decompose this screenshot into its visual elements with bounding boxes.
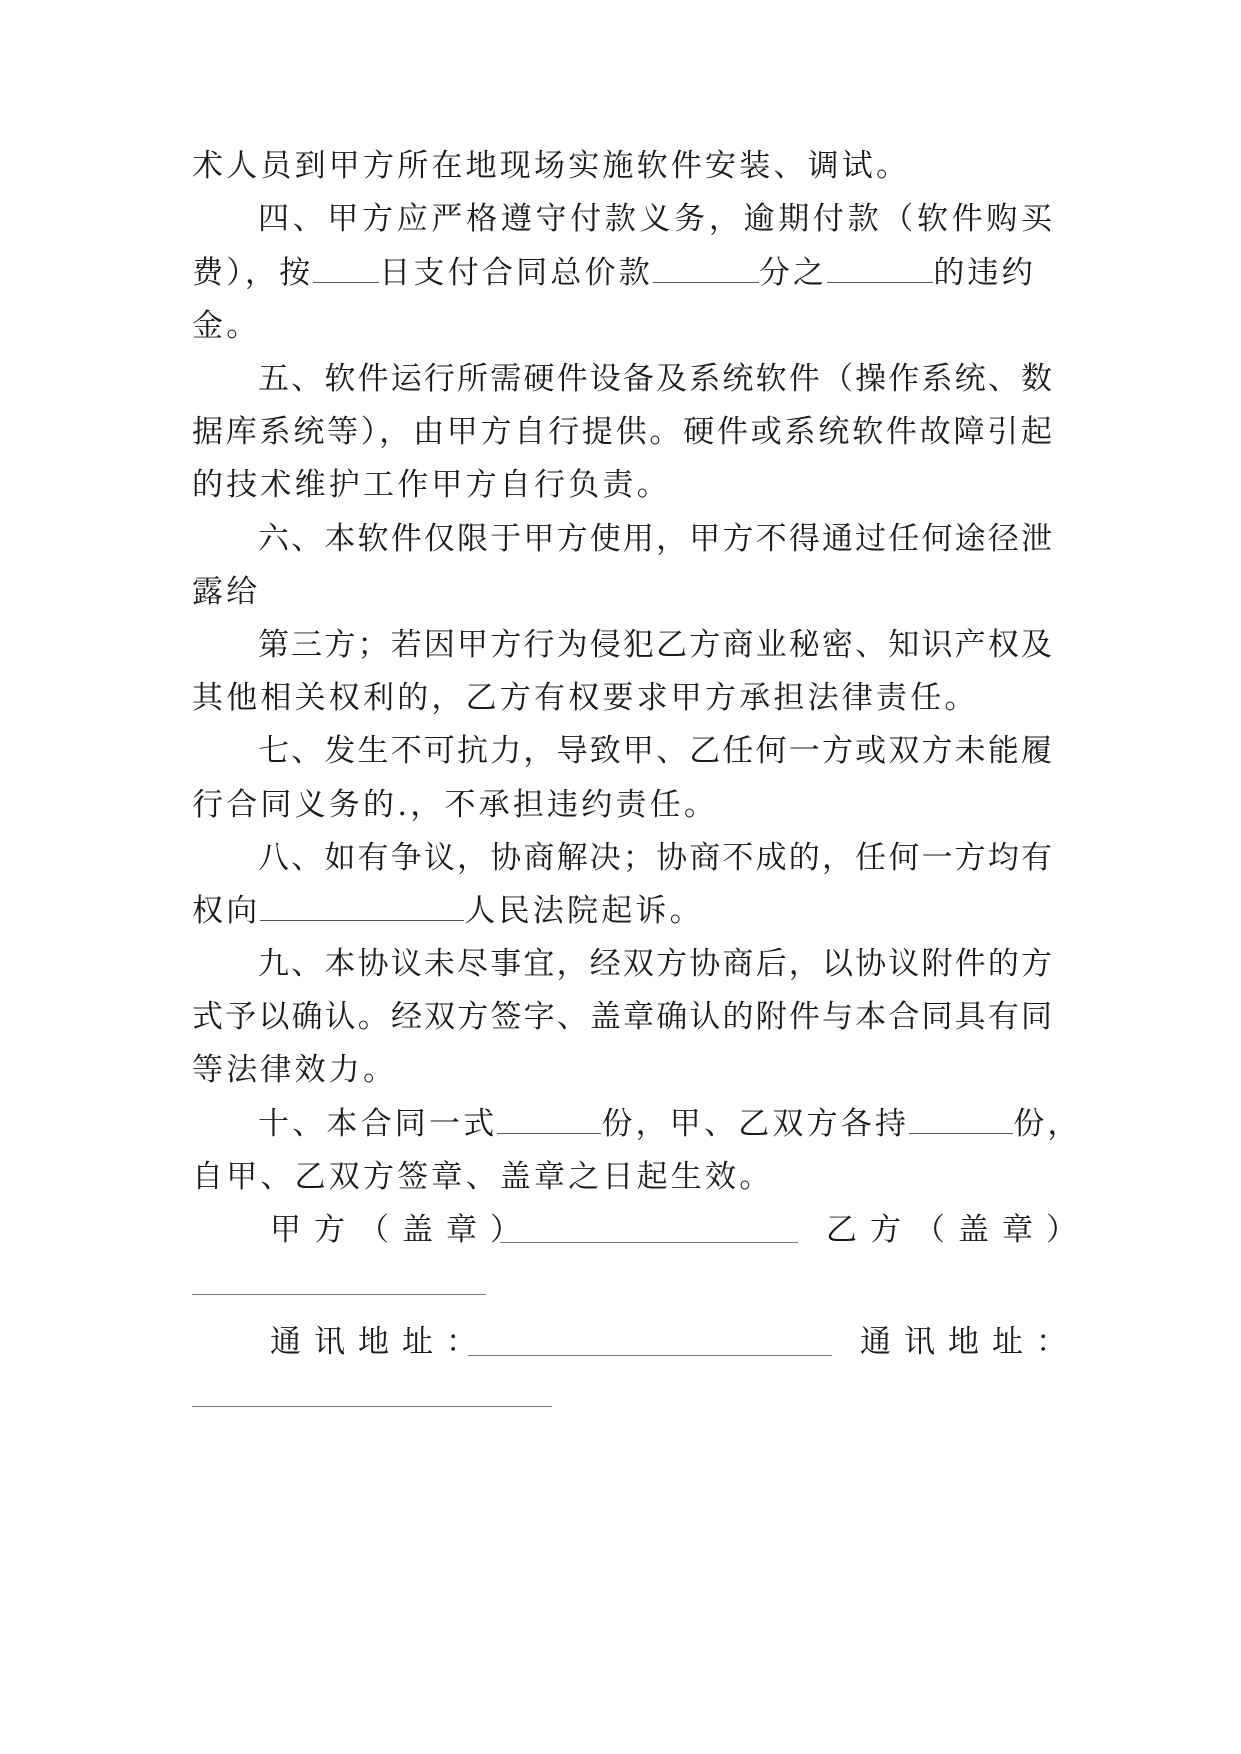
blank-court xyxy=(260,892,464,921)
clause-8-line-2 xyxy=(192,891,1052,931)
paragraph-line: 据库系统等），由甲方自行提供。硬件或系统软件故障引起 xyxy=(192,414,1052,450)
clause-5-heading-line: 五、软件运行所需硬件设备及系统软件（操作系统、数 xyxy=(258,361,1052,397)
paragraph-line: 的技术维护工作甲方自行负责。 xyxy=(192,467,671,503)
party-a-address-line xyxy=(468,1355,832,1356)
party-b-signature-line xyxy=(192,1294,486,1295)
clause-7-heading-line: 七、发生不可抗力，导致甲、乙任何一方或双方未能履 xyxy=(258,733,1052,769)
party-a-seal-label: 甲方（盖章） xyxy=(270,1212,534,1248)
paragraph-line: 其他相关权利的，乙方有权要求甲方承担法律责任。 xyxy=(192,680,979,716)
blank-ratio-denominator xyxy=(653,254,759,283)
clause-4-heading-line: 四、甲方应严格遵守付款义务，逾期付款（软件购买 xyxy=(258,201,1052,237)
party-b-seal-label: 乙方（盖章） xyxy=(826,1212,1090,1248)
clause-4-text: 费），按 xyxy=(192,255,314,291)
blank-ratio-numerator xyxy=(827,254,933,283)
paragraph-line: 露给 xyxy=(192,574,261,610)
party-a-signature-line xyxy=(500,1242,798,1243)
party-b-address-line xyxy=(192,1406,552,1407)
clause-10-heading-line xyxy=(258,1104,1082,1144)
clause-4-line-2 xyxy=(192,253,1052,293)
clause-10-text: 份， xyxy=(1013,1106,1082,1142)
paragraph-line: 自甲、乙双方签章、盖章之日起生效。 xyxy=(192,1159,774,1195)
paragraph-line: 式予以确认。经双方签字、盖章确认的附件与本合同具有同 xyxy=(192,999,1052,1035)
paragraph-line: 行合同义务的.，不承担违约责任。 xyxy=(192,787,719,823)
clause-4-text: 日支付合同总价款 xyxy=(379,255,653,291)
clause-9-heading-line: 九、本协议未尽事宜，经双方协商后，以协议附件的方 xyxy=(258,946,1052,982)
paragraph-line: 术人员到甲方所在地现场实施软件安装、调试。 xyxy=(192,148,911,184)
blank-days xyxy=(313,254,379,283)
clause-10-text: 份，甲、乙双方各持 xyxy=(601,1106,910,1142)
paragraph-line: 等法律效力。 xyxy=(192,1052,398,1088)
clause-8-heading-line: 八、如有争议，协商解决；协商不成的，任何一方均有 xyxy=(258,840,1052,876)
clause-10-text: 十、本合同一式 xyxy=(258,1106,498,1142)
clause-4-text: 的违约 xyxy=(933,255,1036,291)
clause-8-text: 权向 xyxy=(192,893,261,929)
party-b-address-label: 通讯地址： xyxy=(860,1324,1080,1360)
blank-copies-total xyxy=(497,1105,601,1134)
party-a-address-label: 通讯地址： xyxy=(270,1324,490,1360)
paragraph-line: 第三方；若因甲方行为侵犯乙方商业秘密、知识产权及 xyxy=(258,627,1052,663)
paragraph-line: 金。 xyxy=(192,308,261,344)
clause-4-text: 分之 xyxy=(758,255,828,291)
blank-copies-each xyxy=(909,1105,1013,1134)
clause-6-heading-line: 六、本软件仅限于甲方使用，甲方不得通过任何途径泄 xyxy=(258,521,1052,557)
clause-8-text: 人民法院起诉。 xyxy=(464,893,704,929)
